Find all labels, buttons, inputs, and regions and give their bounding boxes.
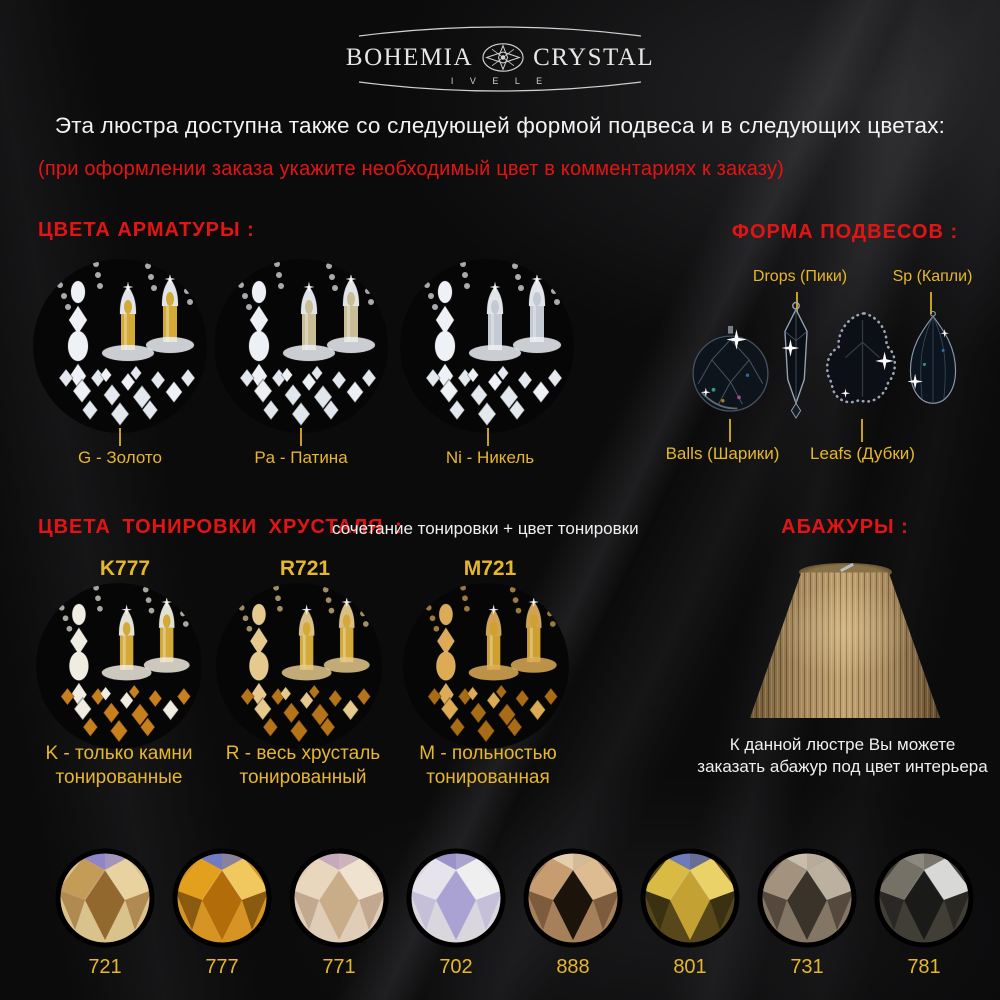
swatch-781 — [874, 848, 974, 948]
lampshade-note — [690, 734, 995, 778]
brand-name-right: CRYSTAL — [533, 43, 655, 71]
tint-desc-line: тонированный — [239, 767, 367, 788]
swatch-702 — [406, 848, 506, 948]
swatch-code-801: 801 — [673, 956, 707, 978]
pendant-drops-photo — [773, 300, 819, 420]
armature-label-nickel: Ni - Никель — [445, 448, 535, 467]
tint-desc-line: M - польностью — [419, 743, 557, 764]
tint-desc-line: K - только камни — [45, 743, 193, 764]
tint-photo-k777 — [35, 582, 203, 750]
armature-section-title: ЦВЕТА АРМАТУРЫ : — [38, 219, 255, 241]
swatch-code-781: 781 — [907, 956, 941, 978]
tint-photo-m721 — [402, 582, 570, 750]
pointer-line — [119, 428, 121, 446]
swatch-code-777: 777 — [205, 956, 239, 978]
swatch-code-702: 702 — [439, 956, 473, 978]
pendant-sp-photo — [898, 304, 968, 417]
swatch-731 — [757, 848, 857, 948]
pendant-ball-photo — [688, 324, 773, 418]
tint-code-k777: K777 — [99, 557, 151, 580]
tint-desc-line: R - весь хрусталь — [225, 743, 381, 764]
brand-logo — [345, 20, 655, 100]
swatch-code-731: 731 — [790, 956, 824, 978]
pendant-label-drops: Drops (Пики) — [752, 268, 848, 285]
swatch-code-771: 771 — [322, 956, 356, 978]
swatch-code-888: 888 — [556, 956, 590, 978]
pointer-line — [861, 419, 863, 442]
swatch-777 — [172, 848, 272, 948]
tinting-section-title: ЦВЕТА ТОНИРОВКИ ХРУСТАЛЯ : — [38, 516, 403, 538]
tint-desc-m — [388, 742, 588, 790]
pendants-section-title: ФОРМА ПОДВЕСОВ : — [731, 221, 959, 243]
lampshades-section-title: АБАЖУРЫ : — [781, 516, 909, 538]
tint-code-r721: R721 — [279, 557, 331, 580]
tint-desc-line: тонированные — [55, 767, 183, 788]
tinting-subtitle: сочетание тонировки + цвет тонировки — [332, 519, 639, 538]
tint-code-m721: M721 — [463, 557, 517, 580]
swatch-771 — [289, 848, 389, 948]
swatch-801 — [640, 848, 740, 948]
pendant-label-leafs: Leafs (Дубки) — [810, 444, 915, 463]
brand-subtitle: I V E L E — [450, 76, 550, 86]
tint-desc-k — [19, 742, 219, 790]
armature-photo-patina — [213, 258, 389, 434]
swatch-code-721: 721 — [88, 956, 122, 978]
crystal-ornament-icon — [481, 42, 525, 73]
lampshade-photo — [748, 560, 943, 722]
brand-name-left: BOHEMIA — [345, 43, 474, 71]
tint-desc-line: тонированная — [426, 767, 550, 788]
lampshade-note-line: К данной люстре Вы можете — [729, 735, 956, 754]
swatch-721 — [55, 848, 155, 948]
tint-photo-r721 — [215, 582, 383, 750]
page-title: Эта люстра доступна также со следующей формой подвеса и в следующих цветах: — [54, 113, 946, 138]
pointer-line — [729, 419, 731, 442]
armature-label-patina: Pa - Патина — [254, 448, 348, 467]
pointer-line — [487, 428, 489, 446]
armature-photo-nickel — [399, 258, 575, 434]
pendant-leaf-photo — [820, 308, 905, 419]
order-note: (при оформлении заказа укажите необходимый цвет в комментариях к заказу) — [38, 158, 785, 180]
tint-desc-r — [203, 742, 403, 790]
armature-label-gold: G - Золото — [78, 448, 162, 467]
armature-photo-gold — [32, 258, 208, 434]
pendant-label-balls: Balls (Шарики) — [665, 444, 780, 463]
pendant-label-sp: Sp (Капли) — [892, 268, 973, 285]
pointer-line — [300, 428, 302, 446]
lampshade-body — [750, 568, 940, 718]
swatch-888 — [523, 848, 623, 948]
lampshade-note-line: заказать абажур под цвет интерьера — [697, 757, 988, 776]
